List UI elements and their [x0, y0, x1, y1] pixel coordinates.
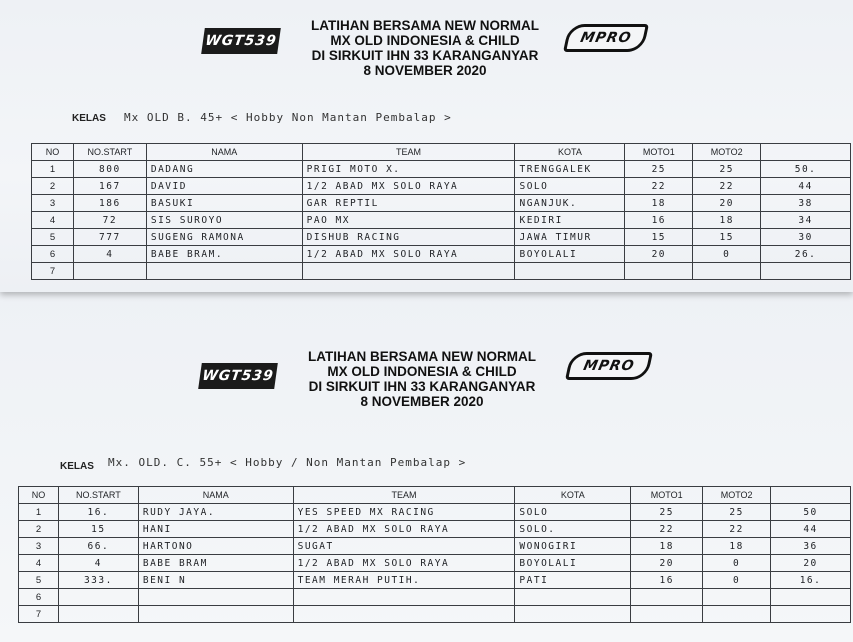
cell-moto1: 15	[625, 229, 693, 246]
table-row	[19, 606, 851, 623]
cell-total: 26.	[761, 246, 851, 263]
cell-moto2: 20	[693, 195, 761, 212]
cell-moto2: 25	[693, 161, 761, 178]
cell-nama: HARTONO	[138, 538, 293, 555]
cell-moto2: 0	[703, 572, 771, 589]
header-no-start: NO.START	[73, 144, 146, 161]
cell-moto2: 0	[703, 555, 771, 572]
cell-nama: BABE BRAM	[138, 555, 293, 572]
cell-moto2: 22	[703, 521, 771, 538]
header-moto2: MOTO2	[693, 144, 761, 161]
cell-moto2: 22	[693, 178, 761, 195]
cell-no: 7	[32, 263, 74, 280]
cell-team	[293, 589, 515, 606]
cell-team: DISHUB RACING	[302, 229, 515, 246]
cell-no-start	[58, 589, 138, 606]
cell-no: 3	[19, 538, 59, 555]
cell-kota: KEDIRI	[515, 212, 625, 229]
header-team: TEAM	[302, 144, 515, 161]
table-row	[32, 178, 851, 195]
cell-no-start: 167	[73, 178, 146, 195]
cell-no-start: 186	[73, 195, 146, 212]
header-no: NO	[32, 144, 74, 161]
cell-team	[293, 606, 515, 623]
cell-moto2: 18	[693, 212, 761, 229]
cell-nama	[146, 263, 302, 280]
result-sheet-top	[0, 0, 853, 292]
cell-nama: SIS SUROYO	[146, 212, 302, 229]
cell-total: 34	[761, 212, 851, 229]
cell-team	[302, 263, 515, 280]
cell-kota: TRENGGALEK	[515, 161, 625, 178]
wgt539-logo: WGT539	[201, 28, 281, 54]
cell-nama: DAVID	[146, 178, 302, 195]
cell-kota: SOLO.	[515, 521, 631, 538]
title-line-3: DI SIRKUIT IHN 33 KARANGANYAR	[308, 379, 536, 394]
cell-moto1: 18	[631, 538, 703, 555]
cell-moto2: 0	[693, 246, 761, 263]
cell-no: 4	[19, 555, 59, 572]
table-row	[19, 555, 851, 572]
cell-team: SUGAT	[293, 538, 515, 555]
cell-no: 6	[32, 246, 74, 263]
cell-nama: HANI	[138, 521, 293, 538]
cell-moto1: 22	[625, 178, 693, 195]
cell-no: 6	[19, 589, 59, 606]
header-moto1: MOTO1	[625, 144, 693, 161]
cell-no: 5	[19, 572, 59, 589]
header-nama: NAMA	[138, 487, 293, 504]
cell-moto1: 20	[625, 246, 693, 263]
table-row	[32, 195, 851, 212]
mpro-logo: MPRO	[563, 24, 649, 52]
header-team: TEAM	[293, 487, 515, 504]
cell-total: 44	[761, 178, 851, 195]
cell-kota	[515, 263, 625, 280]
cell-moto1: 16	[631, 572, 703, 589]
cell-nama: SUGENG RAMONA	[146, 229, 302, 246]
cell-moto1	[631, 606, 703, 623]
header-no-start: NO.START	[58, 487, 138, 504]
cell-kota: WONOGIRI	[515, 538, 631, 555]
cell-no: 5	[32, 229, 74, 246]
cell-team: 1/2 ABAD MX SOLO RAYA	[293, 555, 515, 572]
cell-no: 4	[32, 212, 74, 229]
cell-nama: BASUKI	[146, 195, 302, 212]
cell-moto2: 18	[703, 538, 771, 555]
cell-nama	[138, 606, 293, 623]
title-line-4: 8 NOVEMBER 2020	[363, 63, 487, 78]
cell-no: 1	[19, 504, 59, 521]
title-line-1: LATIHAN BERSAMA NEW NORMAL	[308, 349, 536, 364]
cell-no-start: 4	[58, 555, 138, 572]
result-sheet-bottom	[0, 288, 853, 642]
cell-total: 38	[761, 195, 851, 212]
cell-no-start: 16.	[58, 504, 138, 521]
table-row	[19, 589, 851, 606]
cell-kota	[515, 606, 631, 623]
header-kota: KOTA	[515, 487, 631, 504]
cell-moto1: 16	[625, 212, 693, 229]
table-row	[19, 504, 851, 521]
cell-no-start: 4	[73, 246, 146, 263]
title-line-4: 8 NOVEMBER 2020	[360, 394, 484, 409]
table-row	[19, 521, 851, 538]
cell-no: 1	[32, 161, 74, 178]
cell-no-start: 777	[73, 229, 146, 246]
kelas-value: Mx OLD B. 45+ < Hobby Non Mantan Pembalap >	[124, 111, 452, 124]
cell-moto1	[625, 263, 693, 280]
header-row	[19, 487, 851, 504]
results-table	[31, 143, 851, 280]
cell-kota: JAWA TIMUR	[515, 229, 625, 246]
cell-no-start	[58, 606, 138, 623]
results-table	[18, 486, 851, 623]
cell-moto1: 25	[631, 504, 703, 521]
cell-kota: BOYOLALI	[515, 555, 631, 572]
cell-no-start	[73, 263, 146, 280]
header-total	[771, 487, 851, 504]
cell-nama: BABE BRAM.	[146, 246, 302, 263]
cell-total: 16.	[771, 572, 851, 589]
cell-no: 3	[32, 195, 74, 212]
cell-total: 44	[771, 521, 851, 538]
kelas-value: Mx. OLD. C. 55+ < Hobby / Non Mantan Pembalap >	[108, 456, 467, 469]
header-no: NO	[19, 487, 59, 504]
table-row	[32, 263, 851, 280]
cell-team: 1/2 ABAD MX SOLO RAYA	[302, 178, 515, 195]
cell-team: PRIGI MOTO X.	[302, 161, 515, 178]
cell-nama: DADANG	[146, 161, 302, 178]
title-line-1: LATIHAN BERSAMA NEW NORMAL	[311, 18, 539, 33]
sheet-title	[252, 349, 592, 409]
cell-no: 2	[32, 178, 74, 195]
cell-team: GAR REPTIL	[302, 195, 515, 212]
cell-moto1: 25	[625, 161, 693, 178]
cell-kota: SOLO	[515, 504, 631, 521]
table-row	[32, 161, 851, 178]
cell-no: 2	[19, 521, 59, 538]
header-moto1: MOTO1	[631, 487, 703, 504]
table-row	[19, 538, 851, 555]
cell-total: 20	[771, 555, 851, 572]
mpro-logo: MPRO	[565, 352, 653, 380]
header-nama: NAMA	[146, 144, 302, 161]
cell-moto2: 25	[703, 504, 771, 521]
table-row	[32, 212, 851, 229]
header-kota: KOTA	[515, 144, 625, 161]
cell-nama	[138, 589, 293, 606]
cell-moto1: 22	[631, 521, 703, 538]
cell-no-start: 15	[58, 521, 138, 538]
cell-moto1	[631, 589, 703, 606]
title-line-2: MX OLD INDONESIA & CHILD	[327, 364, 517, 379]
title-line-3: DI SIRKUIT IHN 33 KARANGANYAR	[311, 48, 539, 63]
cell-total	[771, 606, 851, 623]
header-total	[761, 144, 851, 161]
cell-team: YES SPEED MX RACING	[293, 504, 515, 521]
header-row	[32, 144, 851, 161]
cell-total	[771, 589, 851, 606]
cell-kota: SOLO	[515, 178, 625, 195]
cell-no-start: 66.	[58, 538, 138, 555]
cell-team: 1/2 ABAD MX SOLO RAYA	[302, 246, 515, 263]
cell-total	[761, 263, 851, 280]
kelas-label: KELAS	[72, 113, 106, 124]
cell-moto2: 15	[693, 229, 761, 246]
cell-no: 7	[19, 606, 59, 623]
cell-kota	[515, 589, 631, 606]
cell-moto2	[693, 263, 761, 280]
cell-team: PAO MX	[302, 212, 515, 229]
table-row	[32, 229, 851, 246]
cell-moto2	[703, 606, 771, 623]
cell-no-start: 800	[73, 161, 146, 178]
cell-no-start: 333.	[58, 572, 138, 589]
wgt539-logo: WGT539	[198, 363, 278, 389]
cell-moto1: 20	[631, 555, 703, 572]
cell-total: 50.	[761, 161, 851, 178]
table-row	[19, 572, 851, 589]
cell-total: 30	[761, 229, 851, 246]
cell-kota: BOYOLALI	[515, 246, 625, 263]
title-line-2: MX OLD INDONESIA & CHILD	[330, 33, 520, 48]
table-row	[32, 246, 851, 263]
cell-no-start: 72	[73, 212, 146, 229]
cell-total: 36	[771, 538, 851, 555]
cell-kota: PATI	[515, 572, 631, 589]
cell-moto2	[703, 589, 771, 606]
cell-team: TEAM MERAH PUTIH.	[293, 572, 515, 589]
cell-team: 1/2 ABAD MX SOLO RAYA	[293, 521, 515, 538]
cell-total: 50	[771, 504, 851, 521]
sheet-title	[255, 18, 595, 78]
cell-moto1: 18	[625, 195, 693, 212]
header-moto2: MOTO2	[703, 487, 771, 504]
kelas-label: KELAS	[60, 461, 94, 472]
cell-kota: NGANJUK.	[515, 195, 625, 212]
cell-nama: RUDY JAYA.	[138, 504, 293, 521]
cell-nama: BENI N	[138, 572, 293, 589]
